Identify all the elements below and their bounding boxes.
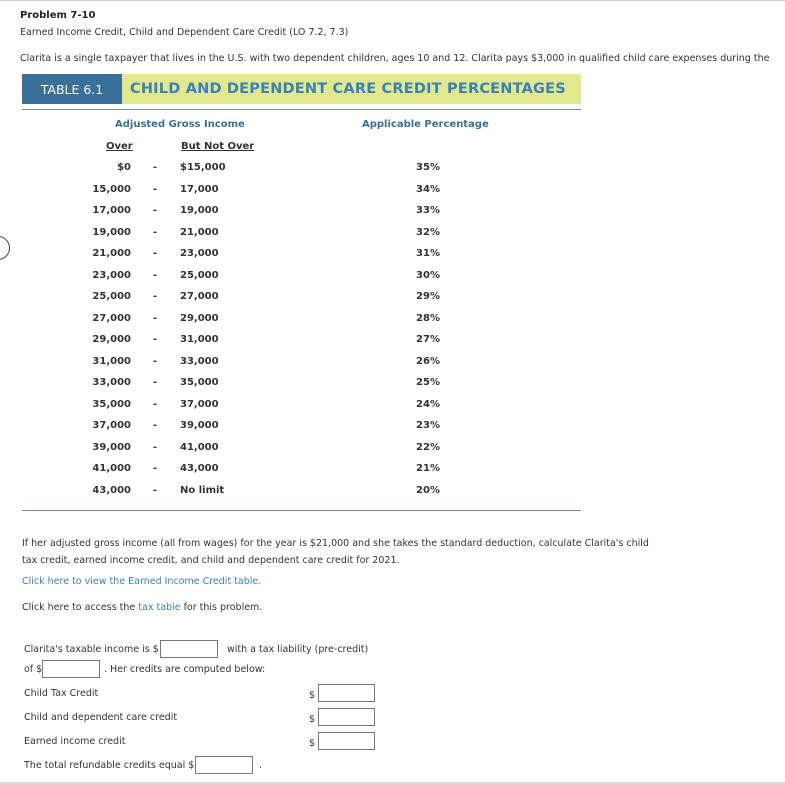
taxable-income-label: Clarita's taxable income is $ xyxy=(24,644,159,655)
row-over-value: 41,000 xyxy=(92,463,131,474)
child-tax-credit-input[interactable] xyxy=(318,684,375,702)
row-notover-value: No limit xyxy=(180,484,225,496)
tax-liability-input[interactable] xyxy=(42,660,100,678)
total-credits-label: The total refundable credits equal $ xyxy=(24,760,195,771)
care-credit-input[interactable] xyxy=(318,708,375,726)
row-percentage: 34% xyxy=(416,183,440,195)
row-dash: - xyxy=(152,334,158,345)
row-dash: - xyxy=(152,291,158,302)
tax-table-suffix: for this problem. xyxy=(180,602,263,613)
row-dash: - xyxy=(152,205,158,216)
row-over-value: 15,000 xyxy=(92,183,131,195)
row-dash: - xyxy=(152,484,158,496)
problem-intro: Clarita is a single taxpayer that lives in the U.S. with two dependent children, ages 10 and 12. Clarita pays $3,000 in qualified child care expenses during the xyxy=(20,53,770,64)
sub-over-header: Over xyxy=(106,141,133,152)
row-notover-value: 31,000 xyxy=(180,334,219,345)
col-agi-header: Adjusted Gross Income xyxy=(115,119,245,130)
care-credit-label: Child and dependent care credit xyxy=(24,712,178,723)
row-percentage: 21% xyxy=(416,463,440,474)
row-notover-value: 25,000 xyxy=(180,269,219,281)
total-credits-input[interactable] xyxy=(195,756,253,774)
row-dash: - xyxy=(152,420,158,431)
child-tax-dollar: $ xyxy=(309,690,316,701)
row-percentage: 22% xyxy=(416,441,440,453)
col-pct-header: Applicable Percentage xyxy=(362,119,489,130)
row-over-value: 21,000 xyxy=(92,248,131,259)
row-dash: - xyxy=(152,183,158,195)
row-notover-value: 39,000 xyxy=(180,420,219,431)
row-dash: - xyxy=(152,463,158,474)
problem-subtitle: Earned Income Credit, Child and Dependent Care Credit (LO 7.2, 7.3) xyxy=(20,27,349,38)
row-over-value: 29,000 xyxy=(92,334,131,345)
row-notover-value: 37,000 xyxy=(180,398,219,410)
row-notover-value: 35,000 xyxy=(180,377,219,388)
row-percentage: 29% xyxy=(416,291,440,302)
taxable-income-input[interactable] xyxy=(160,640,218,658)
table-title: CHILD AND DEPENDENT CARE CREDIT PERCENTAGES xyxy=(122,74,581,104)
row-notover-value: 17,000 xyxy=(180,183,219,195)
row-percentage: 20% xyxy=(416,484,440,496)
row-percentage: 23% xyxy=(416,420,440,431)
eic-link-line xyxy=(22,576,261,587)
row-over-value: $0 xyxy=(117,162,131,173)
row-notover-value: 23,000 xyxy=(180,248,219,259)
tax-table-link[interactable]: tax table xyxy=(138,602,181,613)
row-over-value: 35,000 xyxy=(92,398,131,410)
row-dash: - xyxy=(152,355,158,367)
row-over-value: 39,000 xyxy=(92,441,131,453)
row-dash: - xyxy=(152,398,158,410)
table-number: TABLE 6.1 xyxy=(22,74,122,104)
row-dash: - xyxy=(152,226,158,238)
row-over-value: 31,000 xyxy=(92,355,131,367)
left-edge-circle-icon[interactable] xyxy=(0,236,10,260)
row-percentage: 30% xyxy=(416,269,440,281)
tax-table-prefix: Click here to access the xyxy=(22,602,139,613)
row-dash: - xyxy=(152,441,158,453)
question-text: If her adjusted gross income (all from wages) for the year is $21,000 and she takes the standard deduction, calculate Clarita's child tax credit, earned income credit, and child and dependent care credit for 2021. xyxy=(22,538,649,566)
row-percentage: 28% xyxy=(416,312,440,324)
sub-notover-header: But Not Over xyxy=(181,141,255,152)
row-notover-value: 21,000 xyxy=(180,226,219,238)
row-notover-value: 19,000 xyxy=(180,205,219,216)
eic-table-link[interactable]: Click here to view the Earned Income Credit table. xyxy=(22,576,262,587)
row-notover-value: 43,000 xyxy=(180,463,219,474)
row-over-value: 27,000 xyxy=(92,312,131,324)
table-header xyxy=(22,74,581,104)
row-notover-value: 29,000 xyxy=(180,312,219,324)
row-over-value: 17,000 xyxy=(92,205,131,216)
row-percentage: 26% xyxy=(416,355,440,367)
row-over-value: 23,000 xyxy=(92,269,131,281)
row-over-value: 37,000 xyxy=(92,420,131,431)
care-dollar: $ xyxy=(309,714,316,725)
table-bottom-rule xyxy=(22,510,581,511)
of-label: of $ xyxy=(24,664,43,675)
row-percentage: 24% xyxy=(416,398,440,410)
row-dash: - xyxy=(152,248,158,259)
row-over-value: 43,000 xyxy=(92,484,131,496)
row-percentage: 31% xyxy=(416,248,440,259)
row-dash: - xyxy=(152,162,158,173)
tax-table-line xyxy=(22,602,262,613)
row-over-value: 19,000 xyxy=(92,226,131,238)
row-dash: - xyxy=(152,269,158,281)
row-notover-value: 41,000 xyxy=(180,441,219,453)
problem-title: Problem 7-10 xyxy=(20,10,96,21)
row-notover-value: $15,000 xyxy=(180,162,226,173)
total-period: . xyxy=(259,760,263,771)
row-percentage: 32% xyxy=(416,226,440,238)
eic-input[interactable] xyxy=(318,732,375,750)
eic-dollar: $ xyxy=(309,738,316,749)
eic-label: Earned income credit xyxy=(24,736,126,747)
row-over-value: 33,000 xyxy=(92,377,131,388)
row-notover-value: 33,000 xyxy=(180,355,219,367)
row-percentage: 35% xyxy=(416,162,440,173)
row-notover-value: 27,000 xyxy=(180,291,219,302)
tax-liability-label: with a tax liability (pre-credit) xyxy=(227,644,369,655)
top-divider xyxy=(0,0,785,1)
child-tax-credit-label: Child Tax Credit xyxy=(24,688,99,699)
row-dash: - xyxy=(152,312,158,324)
credits-label: . Her credits are computed below: xyxy=(104,664,266,675)
row-percentage: 27% xyxy=(416,334,440,345)
row-percentage: 25% xyxy=(416,377,440,388)
row-percentage: 33% xyxy=(416,205,440,216)
row-over-value: 25,000 xyxy=(92,291,131,302)
row-dash: - xyxy=(152,377,158,388)
table-top-rule xyxy=(22,109,581,110)
